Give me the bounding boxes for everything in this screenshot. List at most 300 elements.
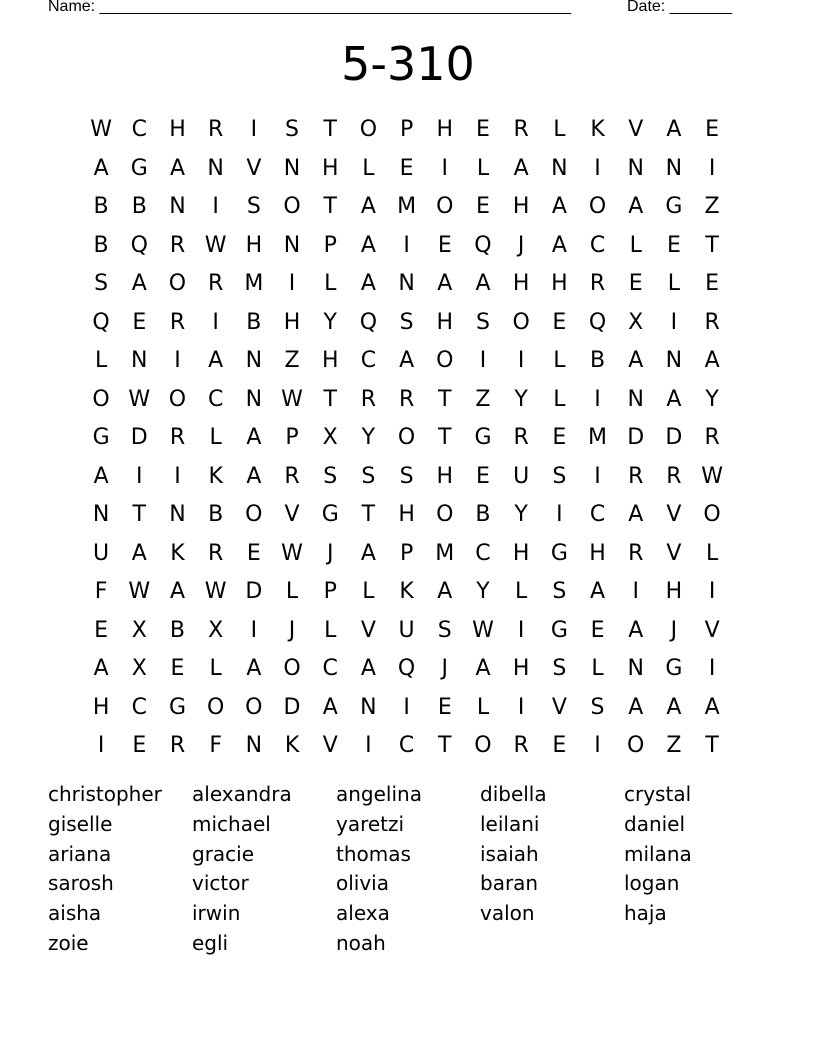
grid-cell[interactable]: M <box>244 271 264 296</box>
grid-cell[interactable]: L <box>553 386 566 412</box>
grid-cell[interactable]: M <box>397 194 417 219</box>
grid-cell[interactable]: H <box>92 694 110 720</box>
grid-cell[interactable]: J <box>441 656 449 681</box>
grid-cell[interactable]: U <box>93 540 110 566</box>
grid-cell[interactable]: J <box>288 617 296 643</box>
grid-cell[interactable]: T <box>438 386 452 412</box>
grid-cell[interactable]: M <box>435 540 455 566</box>
grid-cell[interactable]: E <box>476 117 490 142</box>
grid-cell[interactable]: T <box>323 117 337 142</box>
grid-cell[interactable]: O <box>168 271 187 296</box>
grid-cell[interactable]: H <box>436 309 454 335</box>
grid-cell[interactable]: C <box>475 540 491 566</box>
grid-cell[interactable]: R <box>704 425 720 450</box>
grid-cell[interactable]: Z <box>284 348 300 373</box>
grid-cell[interactable]: C <box>589 232 606 258</box>
grid-cell[interactable]: C <box>131 117 147 142</box>
grid-cell[interactable]: N <box>245 733 263 758</box>
grid-cell[interactable]: L <box>324 617 337 643</box>
grid-cell[interactable]: Q <box>359 309 378 335</box>
grid-cell[interactable]: O <box>512 309 530 335</box>
grid-cell[interactable]: I <box>594 386 601 412</box>
grid-cell[interactable]: N <box>398 271 415 296</box>
grid-cell[interactable]: L <box>94 348 108 373</box>
grid-cell[interactable]: D <box>283 694 301 720</box>
grid-cell[interactable]: O <box>436 194 454 219</box>
grid-cell[interactable]: E <box>552 733 567 758</box>
grid-cell[interactable]: G <box>474 425 492 450</box>
grid-cell[interactable]: A <box>360 540 376 566</box>
grid-cell[interactable]: E <box>399 155 414 181</box>
grid-cell[interactable]: N <box>169 194 186 219</box>
grid-cell[interactable]: L <box>362 155 375 181</box>
grid-cell[interactable]: V <box>628 117 644 142</box>
grid-cell[interactable]: H <box>589 540 606 566</box>
grid-cell[interactable]: S <box>437 617 452 643</box>
grid-cell[interactable]: A <box>551 194 567 219</box>
grid-cell[interactable]: I <box>212 194 219 219</box>
grid-cell[interactable]: V <box>284 502 300 527</box>
grid-cell[interactable]: C <box>207 386 224 412</box>
word-list-item: yaretzi <box>336 811 405 836</box>
grid-row <box>82 496 731 535</box>
grid-cell[interactable]: Q <box>474 232 492 258</box>
grid-cell[interactable]: H <box>436 463 454 489</box>
grid-cell[interactable]: V <box>322 733 338 758</box>
grid-cell[interactable]: N <box>627 155 644 181</box>
grid-cell[interactable]: E <box>437 232 452 258</box>
grid-cell[interactable]: I <box>441 155 449 181</box>
grid-cell[interactable]: C <box>131 694 147 720</box>
grid-cell[interactable]: A <box>704 348 720 373</box>
grid-cell[interactable]: I <box>517 694 525 720</box>
grid-cell[interactable]: R <box>398 386 415 412</box>
grid-cell[interactable]: N <box>283 155 301 181</box>
grid-cell[interactable]: I <box>174 348 181 373</box>
grid-cell[interactable]: Y <box>361 425 376 450</box>
grid-cell[interactable]: L <box>705 540 719 566</box>
grid-cell[interactable]: P <box>323 579 337 604</box>
name-field[interactable]: Name: _____________________________________________________ <box>48 0 572 15</box>
grid-cell[interactable]: I <box>97 733 105 758</box>
grid-cell[interactable]: G <box>321 502 339 527</box>
grid-cell[interactable]: R <box>208 271 224 296</box>
grid-cell[interactable]: E <box>628 271 643 296</box>
grid-cell[interactable]: S <box>590 694 605 720</box>
grid-cell[interactable]: O <box>92 386 110 412</box>
grid-cell[interactable]: O <box>588 194 607 219</box>
grid-cell[interactable]: A <box>437 579 453 604</box>
grid-cell[interactable]: L <box>324 271 337 296</box>
grid-cell[interactable]: A <box>360 271 376 296</box>
grid-cell[interactable]: X <box>131 656 147 681</box>
grid-cell[interactable]: H <box>665 579 683 604</box>
grid-cell[interactable]: B <box>169 617 186 643</box>
grid-cell[interactable]: N <box>551 155 568 181</box>
grid-cell[interactable]: E <box>552 425 567 450</box>
grid-cell[interactable]: K <box>284 733 300 758</box>
grid-cell[interactable]: O <box>474 733 492 758</box>
grid-cell[interactable]: A <box>360 656 376 681</box>
grid-cell[interactable]: R <box>589 271 606 296</box>
grid-cell[interactable]: R <box>208 117 224 142</box>
grid-cell[interactable]: L <box>476 694 490 720</box>
grid-cell[interactable]: X <box>208 617 224 643</box>
grid-cell[interactable]: E <box>705 117 720 142</box>
word-list-item: haja <box>624 901 667 926</box>
grid-cell[interactable]: T <box>132 502 146 527</box>
grid-cell[interactable]: H <box>512 271 530 296</box>
grid-cell[interactable]: G <box>665 194 683 219</box>
grid-cell[interactable]: E <box>476 194 490 219</box>
grid-cell[interactable]: S <box>399 309 414 335</box>
grid-cell[interactable]: S <box>246 194 261 219</box>
grid-cell[interactable]: O <box>703 502 721 527</box>
grid-cell[interactable]: R <box>284 463 300 489</box>
grid-cell[interactable]: J <box>517 232 525 258</box>
grid-cell[interactable]: L <box>285 579 299 604</box>
grid-cell[interactable]: O <box>283 656 301 681</box>
grid-row <box>82 458 731 497</box>
grid-cell[interactable]: O <box>436 502 454 527</box>
grid-cell[interactable]: H <box>321 348 339 373</box>
grid-cell[interactable]: A <box>322 694 338 720</box>
grid-cell[interactable]: L <box>591 656 604 681</box>
grid-cell[interactable]: I <box>174 463 181 489</box>
grid-cell[interactable]: K <box>208 463 223 489</box>
grid-cell[interactable]: S <box>552 579 567 604</box>
grid-cell[interactable]: I <box>708 656 716 681</box>
grid-cell[interactable]: I <box>594 155 601 181</box>
grid-cell[interactable]: B <box>589 348 606 373</box>
grid-cell[interactable]: N <box>245 348 263 373</box>
grid-cell[interactable]: W <box>281 540 303 566</box>
grid-cell[interactable]: C <box>589 502 606 527</box>
grid-cell[interactable]: D <box>665 425 683 450</box>
grid-cell[interactable]: H <box>512 194 530 219</box>
grid-cell[interactable]: T <box>438 733 452 758</box>
grid-cell[interactable]: C <box>360 348 377 373</box>
grid-cell[interactable]: E <box>705 271 720 296</box>
grid-cell[interactable]: N <box>665 155 683 181</box>
grid-cell[interactable]: L <box>209 656 222 681</box>
grid-cell[interactable]: N <box>627 386 644 412</box>
grid-cell[interactable]: S <box>475 309 490 335</box>
grid-cell[interactable]: V <box>666 540 682 566</box>
grid-cell[interactable]: A <box>666 694 682 720</box>
grid-row <box>82 535 731 574</box>
grid-cell[interactable]: J <box>326 540 334 566</box>
grid-cell[interactable]: R <box>208 540 224 566</box>
grid-cell[interactable]: Q <box>397 656 416 681</box>
grid-cell[interactable]: A <box>475 271 491 296</box>
grid-cell[interactable]: I <box>708 579 716 604</box>
grid-cell[interactable]: A <box>93 155 109 181</box>
grid-cell[interactable]: N <box>92 502 110 527</box>
grid-cell[interactable]: T <box>323 194 337 219</box>
grid-cell[interactable]: I <box>136 463 143 489</box>
grid-cell[interactable]: O <box>206 694 225 720</box>
grid-cell[interactable]: R <box>360 386 377 412</box>
grid-cell[interactable]: H <box>512 656 530 681</box>
grid-cell[interactable]: A <box>246 656 262 681</box>
grid-cell[interactable]: H <box>169 117 186 142</box>
grid-cell[interactable]: Z <box>475 386 491 412</box>
grid-cell[interactable]: T <box>361 502 376 527</box>
grid-cell[interactable]: N <box>665 348 683 373</box>
grid-cell[interactable]: U <box>513 463 530 489</box>
grid-cell[interactable]: L <box>209 425 222 450</box>
grid-cell[interactable]: L <box>515 579 528 604</box>
grid-cell[interactable]: A <box>551 232 567 258</box>
grid-cell[interactable]: U <box>398 617 415 643</box>
grid-cell[interactable]: L <box>362 579 375 604</box>
grid-cell[interactable]: A <box>704 694 720 720</box>
grid-cell[interactable]: V <box>704 617 720 643</box>
grid-cell[interactable]: B <box>208 502 224 527</box>
grid-cell[interactable]: W <box>281 386 303 412</box>
grid-cell[interactable]: L <box>667 271 681 296</box>
grid-cell[interactable]: R <box>169 425 186 450</box>
grid-cell[interactable]: F <box>209 733 222 758</box>
grid-cell[interactable]: C <box>322 656 338 681</box>
grid-cell[interactable]: B <box>93 232 109 258</box>
grid-cell[interactable]: W <box>204 579 227 604</box>
grid-cell[interactable]: V <box>666 502 682 527</box>
grid-cell[interactable]: B <box>475 502 491 527</box>
grid-cell[interactable]: I <box>517 348 525 373</box>
grid-cell[interactable]: H <box>321 155 339 181</box>
grid-cell[interactable]: K <box>170 540 185 566</box>
grid-cell[interactable]: Z <box>704 194 720 219</box>
grid-cell[interactable]: I <box>670 309 678 335</box>
grid-cell[interactable]: H <box>436 117 454 142</box>
grid-cell[interactable]: A <box>666 386 682 412</box>
grid-cell[interactable]: Y <box>323 309 337 335</box>
grid-cell[interactable]: A <box>360 194 376 219</box>
grid-cell[interactable]: C <box>398 733 415 758</box>
grid-cell[interactable]: S <box>323 463 338 489</box>
grid-cell[interactable]: G <box>550 617 568 643</box>
grid-cell[interactable]: A <box>208 348 224 373</box>
grid-cell[interactable]: A <box>399 348 415 373</box>
grid-cell[interactable]: I <box>250 617 258 643</box>
grid-cell[interactable]: O <box>245 502 263 527</box>
grid-cell[interactable]: A <box>628 694 644 720</box>
grid-cell[interactable]: Y <box>514 386 528 412</box>
grid-cell[interactable]: R <box>513 733 529 758</box>
grid-cell[interactable]: O <box>359 117 378 142</box>
grid-cell[interactable]: I <box>556 502 563 527</box>
grid-cell[interactable]: G <box>130 155 148 181</box>
grid-cell[interactable]: E <box>552 309 567 335</box>
grid-cell[interactable]: I <box>288 271 296 296</box>
grid-cell[interactable]: W <box>701 463 723 489</box>
grid-cell[interactable]: A <box>246 425 262 450</box>
grid-cell[interactable]: N <box>627 656 644 681</box>
grid-cell[interactable]: E <box>94 617 109 643</box>
grid-cell[interactable]: A <box>246 463 262 489</box>
grid-cell[interactable]: G <box>168 694 186 720</box>
grid-cell[interactable]: I <box>250 117 258 142</box>
grid-cell[interactable]: S <box>399 463 414 489</box>
grid-cell[interactable]: H <box>398 502 415 527</box>
grid-cell[interactable]: A <box>93 463 109 489</box>
grid-cell[interactable]: A <box>475 656 491 681</box>
grid-cell[interactable]: E <box>437 694 452 720</box>
grid-cell[interactable]: O <box>283 194 301 219</box>
grid-cell[interactable]: W <box>128 579 151 604</box>
grid-row <box>82 265 731 304</box>
grid-cell[interactable]: A <box>131 540 147 566</box>
grid-cell[interactable]: B <box>131 194 147 219</box>
grid-cell[interactable]: G <box>665 656 683 681</box>
grid-cell[interactable]: T <box>323 386 337 412</box>
grid-cell[interactable]: R <box>628 463 644 489</box>
grid-cell[interactable]: I <box>212 309 219 335</box>
grid-cell[interactable]: R <box>628 540 644 566</box>
grid-cell[interactable]: K <box>399 579 414 604</box>
grid-cell[interactable]: X <box>628 309 644 335</box>
grid-cell[interactable]: Q <box>588 309 607 335</box>
grid-cell[interactable]: V <box>360 617 376 643</box>
grid-cell[interactable]: N <box>245 386 263 412</box>
grid-cell[interactable]: L <box>476 155 490 181</box>
grid-cell[interactable]: W <box>90 117 112 142</box>
word-list-item: angelina <box>336 782 422 806</box>
grid-cell[interactable]: B <box>93 194 109 219</box>
grid-cell[interactable]: J <box>670 617 678 643</box>
grid-cell[interactable]: Q <box>92 309 110 335</box>
grid-cell[interactable]: W <box>472 617 494 643</box>
grid-cell[interactable]: Y <box>514 502 528 527</box>
grid-cell[interactable]: T <box>705 733 719 758</box>
grid-cell[interactable]: A <box>628 502 644 527</box>
grid-cell[interactable]: E <box>132 733 147 758</box>
grid-cell[interactable]: A <box>131 271 147 296</box>
grid-cell[interactable]: Q <box>130 232 148 258</box>
grid-cell[interactable]: L <box>553 348 566 373</box>
grid-cell[interactable]: V <box>246 155 262 181</box>
grid-cell[interactable]: P <box>399 540 414 566</box>
grid-cell[interactable]: S <box>552 463 567 489</box>
grid-cell[interactable]: I <box>594 463 601 489</box>
grid-cell[interactable]: K <box>590 117 605 142</box>
grid-cell[interactable]: O <box>397 425 416 450</box>
grid-cell[interactable]: Z <box>666 733 682 758</box>
grid-cell[interactable]: M <box>588 425 608 450</box>
grid-cell[interactable]: E <box>170 656 185 681</box>
grid-cell[interactable]: H <box>283 309 301 335</box>
grid-cell[interactable]: N <box>360 694 377 720</box>
grid-cell[interactable]: L <box>629 232 642 258</box>
grid-cell[interactable]: D <box>627 425 645 450</box>
grid-cell[interactable]: H <box>551 271 568 296</box>
word-list-item: aisha <box>48 901 102 926</box>
grid-cell[interactable]: R <box>169 309 186 335</box>
grid-cell[interactable]: I <box>479 348 487 373</box>
grid-cell[interactable]: A <box>437 271 453 296</box>
grid-cell[interactable]: E <box>476 463 490 489</box>
grid-cell[interactable]: I <box>594 733 601 758</box>
grid-cell[interactable]: R <box>666 463 682 489</box>
grid-cell[interactable]: A <box>590 579 606 604</box>
grid-cell[interactable]: G <box>92 425 110 450</box>
grid-cell[interactable]: N <box>169 502 186 527</box>
grid-cell[interactable]: T <box>705 232 719 258</box>
grid-cell[interactable]: R <box>513 425 529 450</box>
grid-cell[interactable]: S <box>361 463 376 489</box>
grid-cell[interactable]: E <box>132 309 147 335</box>
grid-cell[interactable]: H <box>245 232 263 258</box>
grid-cell[interactable]: V <box>551 694 567 720</box>
grid-cell[interactable]: I <box>365 733 372 758</box>
grid-cell[interactable]: Y <box>705 386 719 412</box>
grid-cell[interactable]: S <box>285 117 300 142</box>
grid-cell[interactable]: S <box>552 656 567 681</box>
grid-cell[interactable]: O <box>245 694 263 720</box>
grid-cell[interactable]: N <box>283 232 301 258</box>
grid-cell[interactable]: E <box>666 232 681 258</box>
grid-cell[interactable]: I <box>632 579 639 604</box>
grid-cell[interactable]: E <box>590 617 605 643</box>
grid-cell[interactable]: P <box>323 232 337 258</box>
grid-cell[interactable]: A <box>169 579 185 604</box>
grid-cell[interactable]: L <box>553 117 566 142</box>
grid-cell[interactable]: H <box>512 540 530 566</box>
grid-cell[interactable]: R <box>169 232 186 258</box>
grid-cell[interactable]: X <box>131 617 147 643</box>
grid-cell[interactable]: O <box>627 733 645 758</box>
grid-cell[interactable]: A <box>628 617 644 643</box>
grid-cell[interactable]: E <box>246 540 261 566</box>
grid-cell[interactable]: X <box>322 425 338 450</box>
grid-cell[interactable]: I <box>708 155 716 181</box>
grid-cell[interactable]: T <box>438 425 452 450</box>
grid-cell[interactable]: W <box>204 232 227 258</box>
grid-cell[interactable]: P <box>285 425 299 450</box>
grid-cell[interactable]: A <box>169 155 185 181</box>
grid-cell[interactable]: A <box>93 656 109 681</box>
grid-cell[interactable]: A <box>360 232 376 258</box>
grid-cell[interactable]: G <box>550 540 568 566</box>
grid-cell[interactable]: N <box>207 155 224 181</box>
grid-cell[interactable]: F <box>94 579 108 604</box>
grid-cell[interactable]: B <box>246 309 262 335</box>
grid-cell[interactable]: Y <box>476 579 490 604</box>
grid-cell[interactable]: D <box>130 425 148 450</box>
grid-cell[interactable]: A <box>628 194 644 219</box>
grid-cell[interactable]: A <box>513 155 529 181</box>
grid-cell[interactable]: D <box>245 579 263 604</box>
grid-cell[interactable]: A <box>666 117 682 142</box>
grid-cell[interactable]: A <box>628 348 644 373</box>
grid-cell[interactable]: R <box>704 309 720 335</box>
grid-cell[interactable]: I <box>517 617 525 643</box>
grid-cell[interactable]: I <box>403 232 410 258</box>
grid-cell[interactable]: W <box>128 386 151 412</box>
word-list-item: olivia <box>336 871 389 896</box>
grid-cell[interactable]: S <box>94 271 109 296</box>
grid-cell[interactable]: O <box>168 386 187 412</box>
grid-cell[interactable]: R <box>513 117 529 142</box>
grid-cell[interactable]: I <box>403 694 410 720</box>
grid-cell[interactable]: O <box>436 348 454 373</box>
grid-cell[interactable]: R <box>169 733 186 758</box>
grid-cell[interactable]: N <box>131 348 148 373</box>
grid-cell[interactable]: P <box>399 117 414 142</box>
date-field[interactable]: Date: _______ <box>627 0 732 15</box>
